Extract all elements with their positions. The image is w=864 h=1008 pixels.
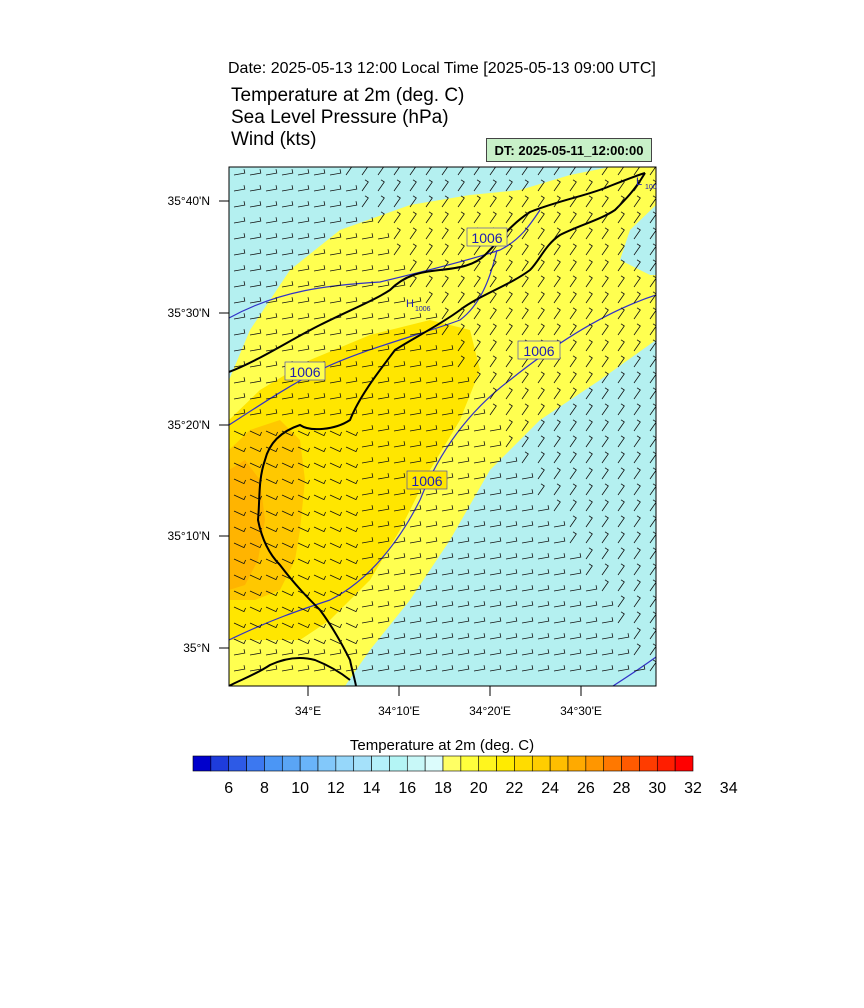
colorbar-label: 26 xyxy=(576,780,595,797)
svg-text:1006: 1006 xyxy=(523,343,555,359)
colorbar-label: 8 xyxy=(259,780,269,797)
svg-text:1006: 1006 xyxy=(289,364,321,380)
colorbar-swatch xyxy=(193,756,211,771)
colorbar-label: 24 xyxy=(541,780,560,797)
colorbar-swatch xyxy=(657,756,675,771)
colorbar-swatch xyxy=(264,756,282,771)
title-temperature: Temperature at 2m (deg. C) xyxy=(231,85,465,106)
colorbar-swatch xyxy=(336,756,354,771)
colorbar-swatch xyxy=(550,756,568,771)
colorbar xyxy=(192,755,694,772)
high-pressure-marker: H xyxy=(406,298,414,310)
colorbar-swatch xyxy=(675,756,693,771)
colorbar-swatch xyxy=(300,756,318,771)
colorbar-label: 16 xyxy=(398,780,417,797)
colorbar-label: 34 xyxy=(719,780,738,797)
low-pressure-marker: L xyxy=(636,176,643,188)
high-pressure-value: 1006 xyxy=(415,306,431,313)
colorbar-swatch xyxy=(514,756,532,771)
colorbar-swatch xyxy=(425,756,443,771)
colorbar-label: 30 xyxy=(648,780,667,797)
colorbar-swatch xyxy=(211,756,229,771)
x-tick-label: 34°10'E xyxy=(378,704,420,718)
contour-label-4 xyxy=(407,471,447,489)
colorbar-label: 6 xyxy=(224,780,234,797)
colorbar-label: 14 xyxy=(362,780,381,797)
x-axis-ticks xyxy=(308,686,581,696)
colorbar-label: 22 xyxy=(505,780,524,797)
colorbar-label: 18 xyxy=(434,780,452,797)
contour-label-3 xyxy=(518,341,560,359)
colorbar-swatch xyxy=(568,756,586,771)
dt-badge: DT: 2025-05-11_12:00:00 xyxy=(486,138,652,162)
colorbar-swatch xyxy=(639,756,657,771)
colorbar-swatch xyxy=(318,756,336,771)
x-tick-label: 34°30'E xyxy=(560,704,602,718)
colorbar-swatch xyxy=(282,756,300,771)
colorbar-swatch xyxy=(372,756,390,771)
x-tick-label: 34°E xyxy=(294,704,322,718)
colorbar-swatch xyxy=(604,756,622,771)
y-tick-label: 35°N xyxy=(183,641,210,655)
y-tick-label: 35°20'N xyxy=(167,418,210,432)
svg-text:1006: 1006 xyxy=(471,230,503,246)
y-axis-ticks xyxy=(219,201,229,648)
colorbar-swatch xyxy=(586,756,604,771)
colorbar-swatch xyxy=(247,756,265,771)
svg-text:1006: 1006 xyxy=(411,473,443,489)
colorbar-label: 20 xyxy=(469,780,488,797)
low-pressure-value: 100 xyxy=(645,184,657,191)
colorbar-swatch xyxy=(407,756,425,771)
colorbar-swatch xyxy=(622,756,640,771)
colorbar-swatch xyxy=(461,756,479,771)
colorbar-swatch xyxy=(443,756,461,771)
contour-label-2 xyxy=(285,362,325,380)
colorbar-swatch xyxy=(479,756,497,771)
contour-label-1 xyxy=(467,228,507,246)
colorbar-label: 12 xyxy=(326,780,345,797)
colorbar-label: 28 xyxy=(612,780,631,797)
colorbar-swatch xyxy=(532,756,550,771)
x-tick-label: 34°20'E xyxy=(469,704,511,718)
colorbar-swatch xyxy=(389,756,407,771)
colorbar-title: Temperature at 2m (deg. C) xyxy=(349,737,535,754)
colorbar-label: 10 xyxy=(291,780,310,797)
title-wind: Wind (kts) xyxy=(231,129,317,150)
y-tick-label: 35°10'N xyxy=(167,529,210,543)
date-line: Date: 2025-05-13 12:00 Local Time [2025-05-13 09:00 UTC] xyxy=(228,60,656,77)
colorbar-swatch xyxy=(497,756,515,771)
colorbar-swatch xyxy=(229,756,247,771)
y-tick-label: 35°30'N xyxy=(167,306,210,320)
colorbar-swatch xyxy=(354,756,372,771)
y-tick-label: 35°40'N xyxy=(167,194,210,208)
colorbar-label: 32 xyxy=(684,780,702,797)
title-pressure: Sea Level Pressure (hPa) xyxy=(231,107,449,128)
